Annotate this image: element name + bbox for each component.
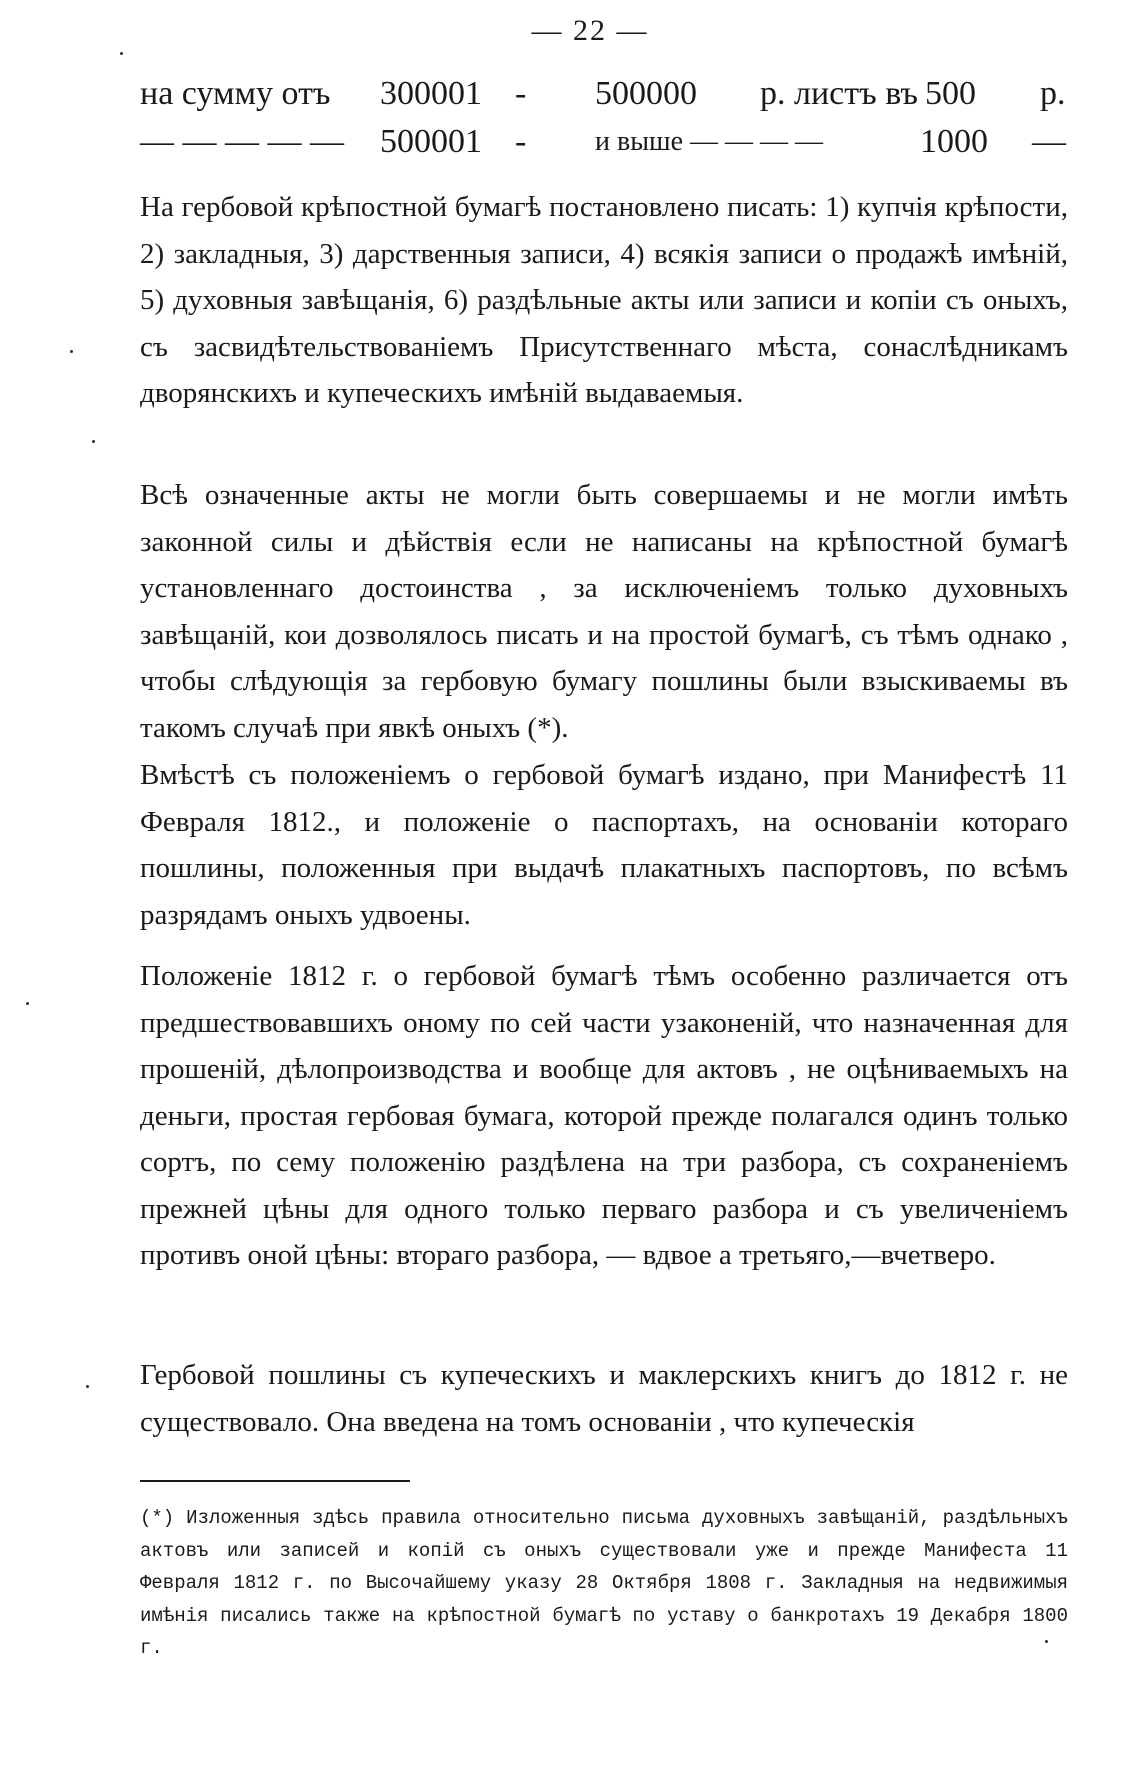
- tariff-suffix: —: [1032, 123, 1066, 160]
- print-speck: [120, 52, 123, 55]
- tariff-suffix: р.: [1040, 75, 1066, 112]
- print-speck: [92, 440, 95, 443]
- tariff-amount: 500: [925, 75, 976, 112]
- tariff-row: [140, 118, 1066, 166]
- paragraph: На гербовой крѣпостной бумагѣ постановлено писать: 1) купчія крѣпости, 2) закладныя, 3) дарственныя записи, 4) всякія записи о продажѣ имѣній, 5) духовныя завѣщанія, 6) раздѣльные акты или записи и копіи съ оныхъ, съ засвидѣтельствованіемъ Присутственнаго мѣста, сонаслѣдникамъ дворянскихъ и купеческихъ имѣній выдаваемыя.: [140, 191, 1068, 409]
- tariff-from: 500001: [380, 123, 482, 160]
- tariff-middle: р. листъ въ: [760, 75, 918, 112]
- print-speck: [26, 1002, 29, 1005]
- tariff-to: 500000: [595, 75, 697, 112]
- tariff-prefix: — — — — —: [140, 123, 344, 160]
- print-speck: [1045, 1640, 1048, 1643]
- tariff-amount: 1000: [920, 123, 988, 160]
- tariff-row: [140, 70, 1066, 118]
- print-speck: [70, 350, 73, 353]
- page-number: — 22 —: [531, 14, 649, 47]
- tariff-from: 300001: [380, 75, 482, 112]
- footnote-divider: [140, 1480, 410, 1482]
- footnote: (*) Изложенныя здѣсь правила относительно письма духовныхъ завѣщаній, раздѣльныхъ актовъ или записей и копій съ оныхъ существовали уже и прежде Манифеста 11 Февраля 1812 г. по Высочайшему указу 28 Октября 1808 г. Закладныя на недвижимыя имѣнія писались также на крѣпостной бумагѣ по уставу о банкротахъ 19 Декабря 1800 г.: [140, 1507, 1068, 1659]
- paragraph: Всѣ означенные акты не могли быть совершаемы и не могли имѣть законной силы и дѣйствія если не написаны на крѣпостной бумагѣ установленнаго достоинства , за исключеніемъ только духовныхъ завѣщаній, кои дозволялось писать и на простой бумагѣ, съ тѣмъ однако , чтобы слѣдующія за гербовую бумагу пошлины были взыскиваемы въ такомъ случаѣ при явкѣ оныхъ (*).: [140, 479, 1068, 744]
- print-speck: [86, 1385, 89, 1388]
- paragraph: Вмѣстѣ съ положеніемъ о гербовой бумагѣ издано, при Манифестѣ 11 Февраля 1812., и положеніе о паспортахъ, на основаніи котораго пошлины, положенныя при выдачѣ плакатныхъ паспортовъ, по всѣмъ разрядамъ оныхъ удвоены.: [140, 759, 1068, 931]
- tariff-dash: -: [515, 75, 527, 112]
- tariff-dash: -: [515, 123, 527, 160]
- tariff-middle: и выше — — — —: [595, 126, 824, 157]
- paragraph: Гербовой пошлины съ купеческихъ и маклерскихъ книгъ до 1812 г. не существовало. Она введена на томъ основаніи , что купеческія: [140, 1359, 1068, 1438]
- paragraph: Положеніе 1812 г. о гербовой бумагѣ тѣмъ особенно различается отъ предшествовавшихъ оному по сей части узаконеній, что назначенная для прошеній, дѣлопроизводства и вообще для актовъ , не оцѣниваемыхъ на деньги, простая гербовая бумага, которой прежде полагался одинъ только сортъ, по сему положенію раздѣлена на три разбора, съ сохраненіемъ прежней цѣны для одного только перваго разбора и съ увеличеніемъ противъ оной цѣны: втораго разбора, — вдвое а третьяго,—вчетверо.: [140, 960, 1068, 1271]
- tariff-prefix: на сумму отъ: [140, 75, 331, 112]
